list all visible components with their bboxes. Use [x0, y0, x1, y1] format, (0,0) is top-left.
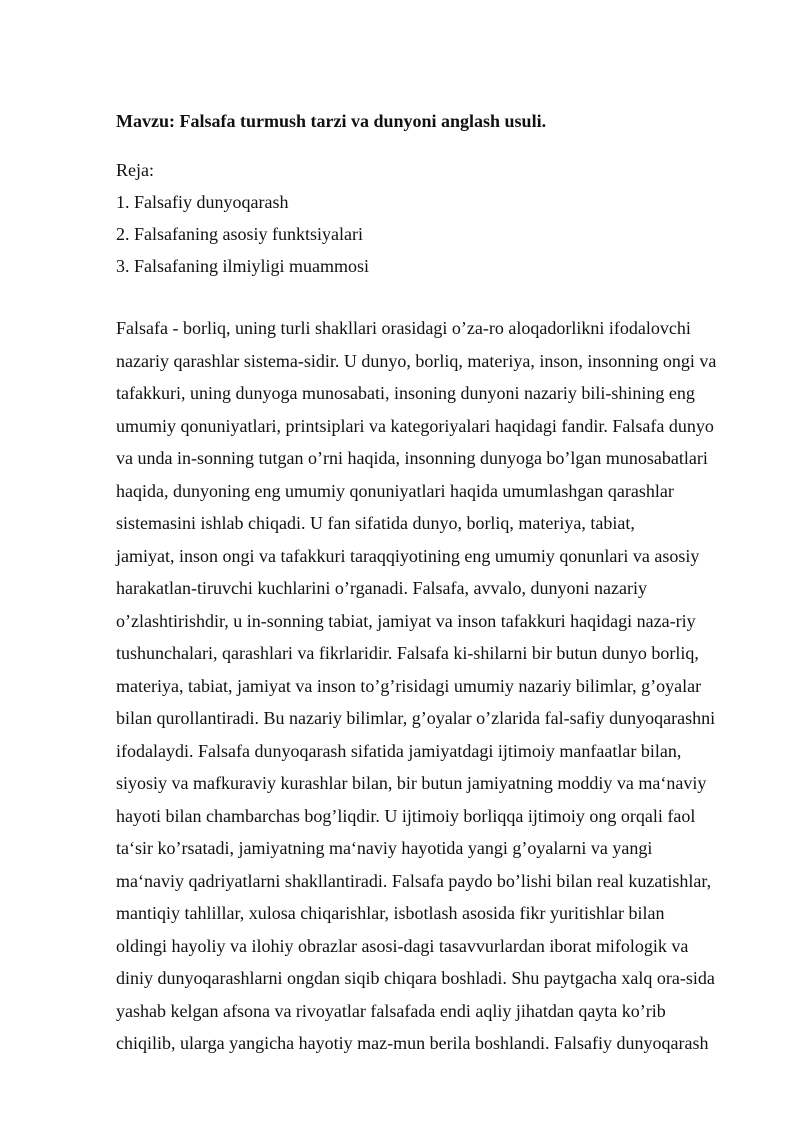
- paragraph-line: va unda in-sonning tutgan o’rni haqida, insonning dunyoga bo’lgan munosabatlari: [116, 448, 708, 468]
- paragraph-line: mantiqiy tahlillar, xulosa chiqarishlar, isbotlash asosida fikr yuritishlar bilan: [116, 903, 665, 923]
- paragraph-line: ma‘naviy qadriyatlarni shakllantiradi. Falsafa paydo bo’lishi bilan real kuzatishlar,: [116, 870, 712, 891]
- plan-item: 1. Falsafiy dunyoqarash: [116, 192, 289, 212]
- paragraph-line: o’zlashtirishdir, u in-sonning tabiat, jamiyat va inson tafakkuri haqidagi naza-riy: [116, 610, 696, 631]
- document-title: Mavzu: Falsafa turmush tarzi va dunyoni anglash usuli.: [116, 111, 547, 131]
- plan-heading: Reja:: [116, 160, 154, 180]
- paragraph-line: Falsafa - borliq, uning turli shakllari orasidagi o’za-ro aloqadorlikni ifodalovchi: [116, 318, 691, 338]
- paragraph-line: diniy dunyoqarashlarni ongdan siqib chiqara boshladi. Shu paytgacha xalq ora-sida: [116, 968, 715, 988]
- body-paragraph: [116, 315, 746, 1063]
- plan-list: [116, 190, 369, 286]
- plan-item: 2. Falsafaning asosiy funktsiyalari: [116, 224, 363, 244]
- plan-item: 3. Falsafaning ilmiyligi muammosi: [116, 256, 369, 276]
- paragraph-line: ifodalaydi. Falsafa dunyoqarash sifatida jamiyatdagi ijtimoiy manfaatlar bilan,: [116, 740, 682, 761]
- paragraph-line: siyosiy va mafkuraviy kurashlar bilan, bir butun jamiyatning moddiy va ma‘naviy: [116, 773, 707, 793]
- paragraph-line: tushunchalari, qarashlari va fikrlaridir. Falsafa ki-shilarni bir butun dunyo borliq,: [116, 643, 699, 663]
- paragraph-line: bilan qurollantiradi. Bu nazariy bilimlar, g’oyalar o’zlarida fal-safiy dunyoqarashni: [116, 708, 716, 728]
- paragraph-line: haqida, dunyoning eng umumiy qonuniyatlari haqida umumlashgan qarashlar: [116, 480, 674, 501]
- paragraph-line: chiqilib, ularga yangicha hayotiy maz-mun berila boshlandi. Falsafiy dunyoqarash: [116, 1033, 709, 1053]
- paragraph-line: hayoti bilan chambarchas bog’liqdir. U ijtimoiy borliqqa ijtimoiy ong orqali faol: [116, 805, 696, 826]
- paragraph-line: materiya, tabiat, jamiyat va inson to’g’risidagi umumiy nazariy bilimlar, g’oyalar: [116, 675, 702, 696]
- paragraph-line: oldingi hayoliy va ilohiy obrazlar asosi-dagi tasavvurlardan iborat mifologik va: [116, 935, 689, 956]
- paragraph-line: ta‘sir ko’rsatadi, jamiyatning ma‘naviy hayotida yangi g’oyalarni va yangi: [116, 838, 653, 858]
- paragraph-line: jamiyat, inson ongi va tafakkuri taraqqiyotining eng umumiy qonunlari va asosiy: [116, 545, 700, 566]
- paragraph-line: yashab kelgan afsona va rivoyatlar falsafada endi aqliy jihatdan qayta ko’rib: [116, 1000, 666, 1021]
- paragraph-line: tafakkuri, uning dunyoga munosabati, insoning dunyoni nazariy bili-shining eng: [116, 383, 695, 403]
- paragraph-line: nazariy qarashlar sistema-sidir. U dunyo, borliq, materiya, inson, insonning ongi va: [116, 350, 717, 371]
- paragraph-line: umumiy qonuniyatlari, printsiplari va kategoriyalari haqidagi fandir. Falsafa dunyo: [116, 415, 714, 436]
- paragraph-line: harakatlan-tiruvchi kuchlarini o’rganadi. Falsafa, avvalo, dunyoni nazariy: [116, 578, 647, 598]
- paragraph-line: sistemasini ishlab chiqadi. U fan sifatida dunyo, borliq, materiya, tabiat,: [116, 513, 635, 533]
